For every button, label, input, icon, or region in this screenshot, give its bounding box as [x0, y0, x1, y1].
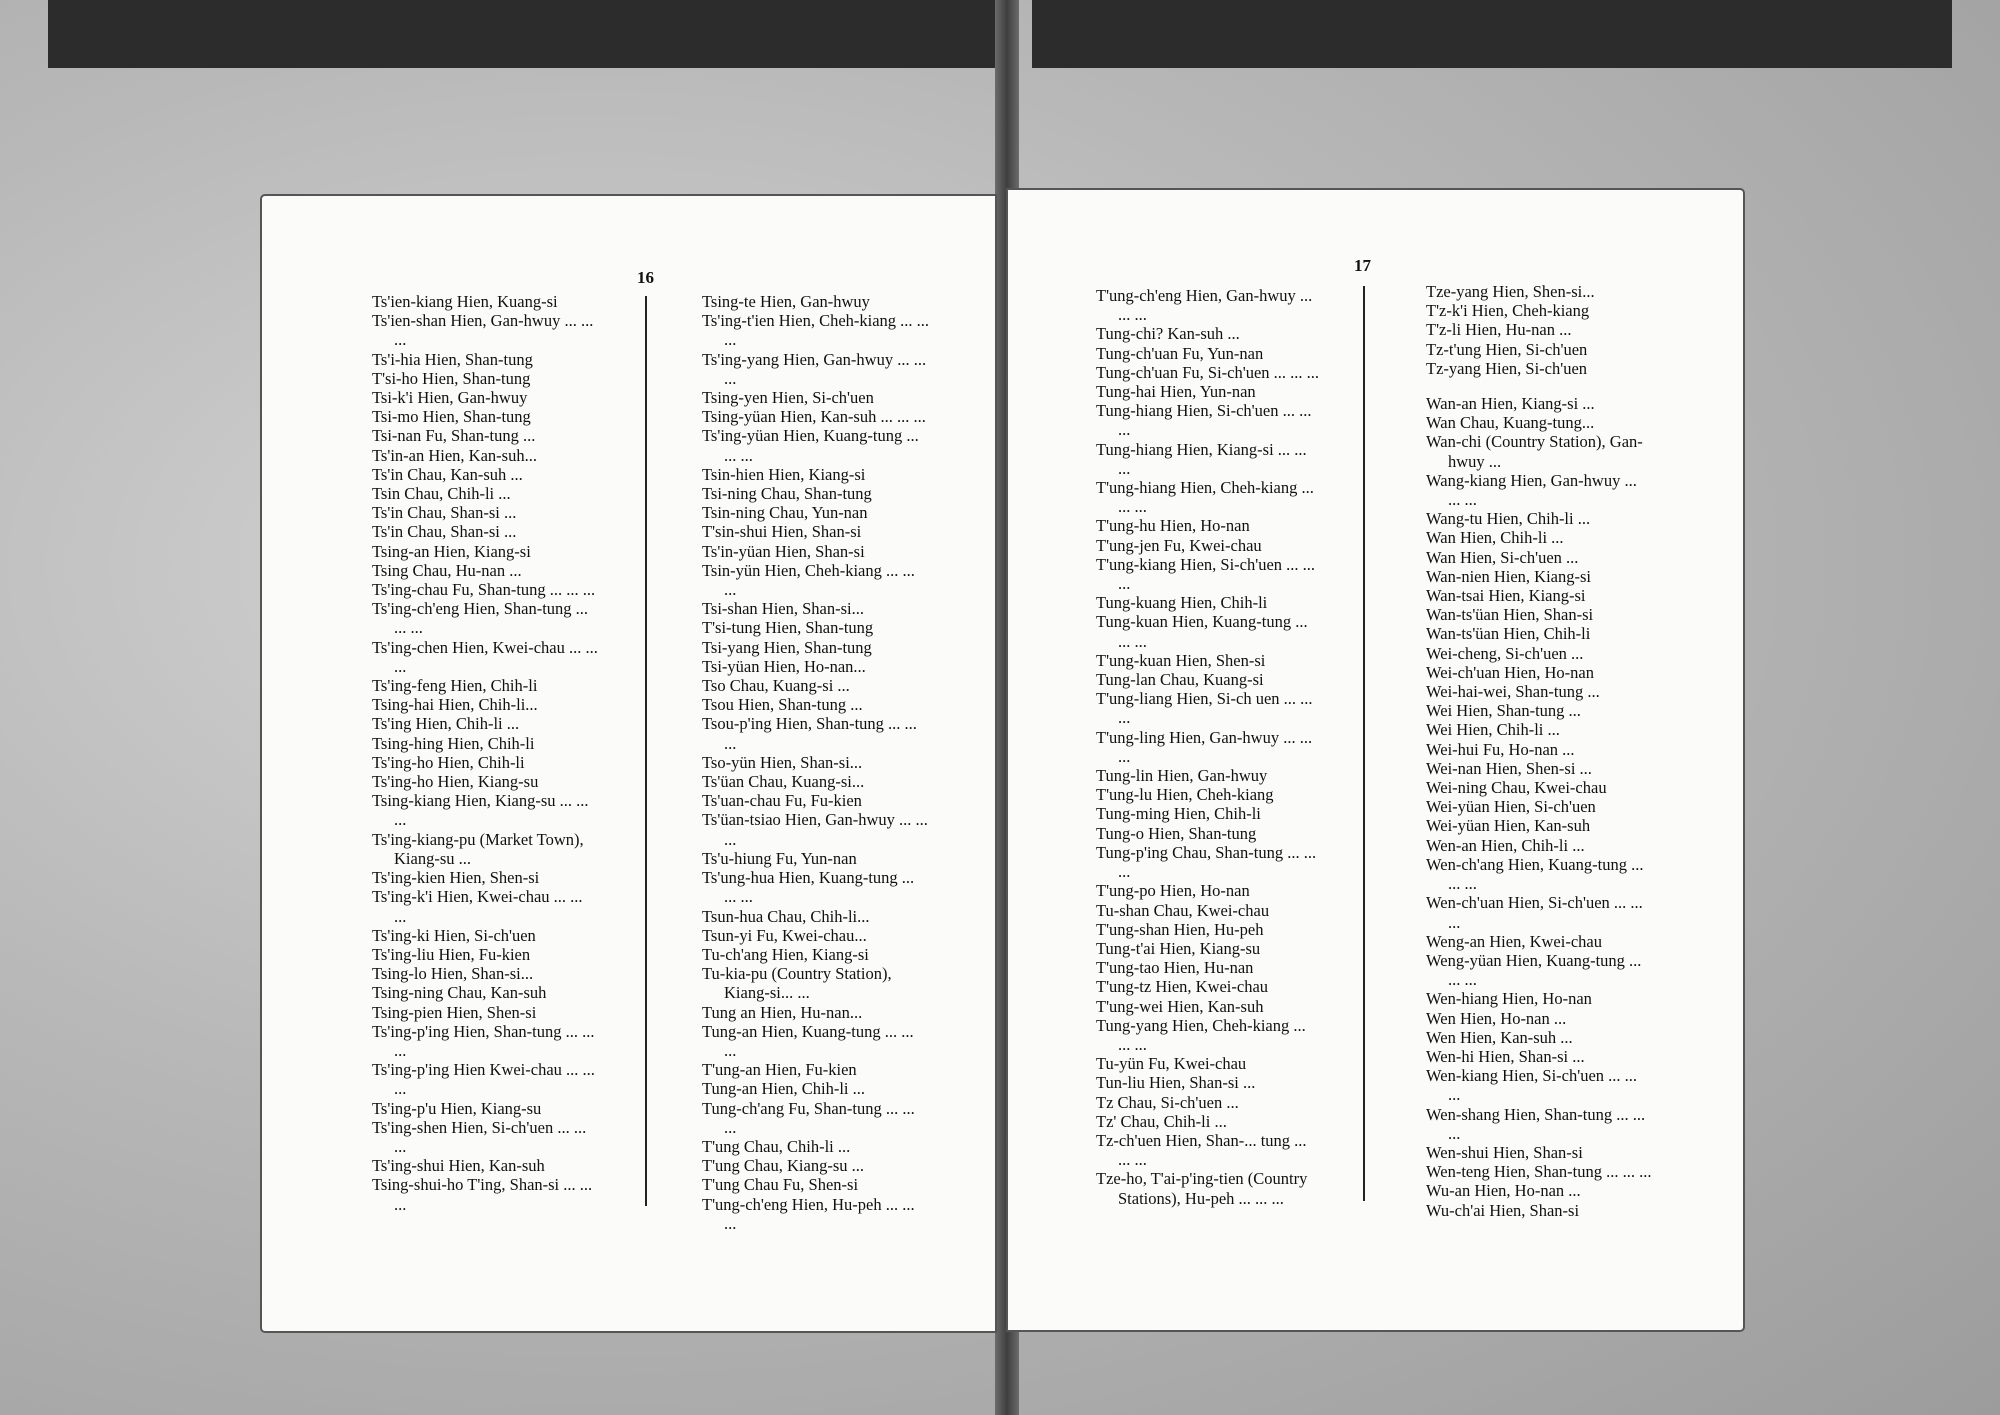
index-entry: Ts'üan Chau, Kuang-si... [702, 772, 865, 792]
index-entry: Ts'ing Hien, Chih-li ... [372, 714, 520, 734]
index-entry: Wan-ts'üan Hien, Shan-si [1426, 605, 1594, 625]
index-entry: Tsi-mo Hien, Shan-tung [372, 407, 531, 427]
index-entry: Wen-an Hien, Chih-li ... [1426, 835, 1585, 855]
page-number-left: 16 [637, 268, 654, 287]
index-entry: T'ung-tao Hien, Hu-nan [1096, 958, 1254, 978]
index-entry: Tung-hiang Hien, Kiang-si ... ... ... [1096, 439, 1311, 478]
index-entry: Wen-kiang Hien, Si-ch'uen ... ... ... [1426, 1066, 1642, 1105]
page-number-right: 17 [1354, 256, 1371, 275]
index-entry: Tsou-p'ing Hien, Shan-tung ... ... ... [702, 714, 922, 753]
index-entry: Ts'ing-chen Hien, Kwei-chau ... ... ... [372, 637, 603, 676]
index-entry: Wen Hien, Ho-nan ... [1426, 1008, 1567, 1028]
index-entry: T'sin-shui Hien, Shan-si [702, 522, 862, 542]
index-entry: Wen-hi Hien, Shan-si ... [1426, 1046, 1585, 1066]
index-entry: Wu-an Hien, Ho-nan ... [1426, 1181, 1581, 1201]
index-entry: T'z-k'i Hien, Cheh-kiang [1426, 301, 1590, 321]
index-entry: Tsing Chau, Hu-nan ... [372, 560, 522, 580]
index-entry: Ts'ing-t'ien Hien, Cheh-kiang ... ... ... [702, 311, 934, 350]
index-entry: Tsun-yi Fu, Kwei-chau... [702, 925, 867, 945]
index-entry: Wan-chi (Country Station), Gan-hwuy ... [1426, 432, 1643, 471]
index-entry: T'ung-ling Hien, Gan-hwuy ... ... ... [1096, 727, 1317, 766]
index-entry: Tz-ch'uen Hien, Shan-... tung ... ... ... [1096, 1130, 1311, 1170]
index-entry: Wan-ts'üan Hien, Chih-li [1426, 624, 1591, 644]
index-entry: Tz-yang Hien, Si-ch'uen [1426, 358, 1588, 378]
index-entry: Ts'ing-chau Fu, Shan-tung ... ... ... [372, 580, 596, 600]
index-entry: Tung-ch'ang Fu, Shan-tung ... ... ... [702, 1098, 919, 1137]
index-entry: T'z-li Hien, Hu-nan ... [1426, 320, 1572, 340]
index-entry: Tsing-hai Hien, Chih-li... [372, 695, 538, 715]
index-column-left-1 [372, 292, 603, 1214]
index-entry: Tun-liu Hien, Shan-si ... [1096, 1073, 1256, 1093]
index-entry: Ts'ing-p'ing Hien, Shan-tung ... ... ... [372, 1021, 599, 1060]
index-entry: T'ung-shan Hien, Hu-peh [1096, 919, 1264, 939]
index-entry: Ts'ing-feng Hien, Chih-li [372, 676, 538, 696]
section-gap [1426, 378, 1652, 394]
index-entry: Wei-hai-wei, Shan-tung ... [1426, 682, 1600, 702]
index-entry: Tung-hai Hien, Yun-nan [1096, 382, 1256, 402]
index-entry: T'ung-wei Hien, Kan-suh [1096, 996, 1264, 1016]
index-entry: Ts'ing-ho Hien, Kiang-su [372, 772, 539, 792]
index-entry: Tze-ho, T'ai-p'ing-tien (Country Stations), Hu-peh ... ... ... [1096, 1169, 1312, 1208]
index-entry: Tsing-an Hien, Kiang-si [372, 541, 531, 561]
index-entry: Wei-ch'uan Hien, Ho-nan [1426, 662, 1594, 682]
index-entry: Tung-o Hien, Shan-tung [1096, 823, 1257, 843]
index-entry: Wen-shui Hien, Shan-si [1426, 1142, 1583, 1162]
index-entry: Ts'uan-chau Fu, Fu-kien [702, 791, 862, 811]
index-entry: T'ung Chau Fu, Shen-si [702, 1175, 859, 1195]
index-entry: Ts'u-hiung Fu, Yun-nan [702, 848, 857, 868]
index-entry: Tu-ch'ang Hien, Kiang-si [702, 944, 869, 964]
index-entry: Tsin-ning Chau, Yun-nan [702, 503, 868, 523]
index-entry: Wen-ch'uan Hien, Si-ch'uen ... ... ... [1426, 893, 1647, 932]
page-left [262, 196, 995, 1331]
index-entry: Tung-chi? Kan-suh ... [1096, 324, 1240, 344]
index-entry: Ts'in Chau, Shan-si ... [372, 503, 517, 523]
index-entry: Tsin-hien Hien, Kiang-si [702, 464, 866, 484]
index-entry: Tung-t'ai Hien, Kiang-su [1096, 938, 1261, 958]
index-column-right-2 [1426, 282, 1652, 1220]
index-entry: Tsing-lo Hien, Shan-si... [372, 964, 534, 984]
index-entry: Wu-ch'ai Hien, Shan-si [1426, 1200, 1580, 1220]
index-entry: Ts'in Chau, Kan-suh ... [372, 464, 523, 484]
index-entry: Tung-yang Hien, Cheh-kiang ... ... ... [1096, 1015, 1310, 1054]
index-entry: Ts'ing-kiang-pu (Market Town), Kiang-su ... [372, 829, 588, 868]
index-entry: Ts'ing-liu Hien, Fu-kien [372, 944, 531, 964]
index-entry: Tung-kuan Hien, Kuang-tung ... ... ... [1096, 612, 1312, 651]
index-entry: Ts'i-hia Hien, Shan-tung [372, 349, 533, 369]
index-entry: Wei-yüan Hien, Si-ch'uen [1426, 797, 1596, 817]
index-entry: Wen Hien, Kan-suh ... [1426, 1027, 1573, 1047]
index-entry: Ts'üan-tsiao Hien, Gan-hwuy ... ... ... [702, 810, 933, 849]
index-entry: Wei-yüan Hien, Kan-suh [1426, 816, 1591, 836]
index-entry: Ts'ien-kiang Hien, Kuang-si [372, 292, 558, 311]
index-entry: T'ung-kuan Hien, Shen-si [1096, 650, 1266, 670]
index-entry: Tsing-pien Hien, Shen-si [372, 1002, 537, 1022]
index-entry: Wen-hiang Hien, Ho-nan [1426, 989, 1592, 1009]
index-entry: T'si-ho Hien, Shan-tung [372, 368, 531, 388]
index-entry: Wei-hui Fu, Ho-nan ... [1426, 739, 1575, 759]
index-entry: Tze-yang Hien, Shen-si... [1426, 282, 1595, 301]
index-entry: Wan Hien, Chih-li ... [1426, 528, 1564, 548]
index-entry: Ts'ing-k'i Hien, Kwei-chau ... ... ... [372, 887, 587, 926]
index-entry: Wei-cheng, Si-ch'uen ... [1426, 643, 1584, 663]
index-entry: Tso-yün Hien, Shan-si... [702, 752, 863, 772]
index-entry: Tsing-yüan Hien, Kan-suh ... ... ... [702, 407, 926, 427]
index-entry: Wen-teng Hien, Shan-tung ... ... ... [1426, 1162, 1652, 1182]
index-entry: Ts'ing-p'u Hien, Kiang-su [372, 1098, 542, 1118]
index-entry: Tung an Hien, Hu-nan... [702, 1002, 863, 1022]
index-entry: T'ung-jen Fu, Kwei-chau [1096, 535, 1262, 555]
index-entry: T'ung-ch'eng Hien, Hu-peh ... ... ... [702, 1194, 919, 1233]
index-entry: Wei Hien, Chih-li ... [1426, 720, 1560, 740]
index-entry: Tz Chau, Si-ch'uen ... [1096, 1092, 1239, 1112]
index-entry: Tsou Hien, Shan-tung ... [702, 695, 863, 715]
index-column-right-1 [1096, 286, 1322, 1208]
index-entry: Tung-lin Hien, Gan-hwuy [1096, 766, 1268, 786]
index-entry: Tz' Chau, Chih-li ... [1096, 1111, 1227, 1131]
column-rule-left [645, 296, 647, 1206]
index-entry: Tung-an Hien, Chih-li ... [702, 1079, 866, 1099]
index-entry: T'si-tung Hien, Shan-tung [702, 618, 874, 638]
index-entry: Ts'ing-yüan Hien, Kuang-tung ... ... ... [702, 426, 923, 465]
index-entry: Tung-kuang Hien, Chih-li [1096, 593, 1268, 613]
index-entry: Tsin Chau, Chih-li ... [372, 484, 511, 504]
index-entry: Ts'ien-shan Hien, Gan-hwuy ... ... ... [372, 311, 598, 350]
index-entry: Wang-kiang Hien, Gan-hwuy ... ... ... [1426, 470, 1641, 510]
index-entry: Wan Chau, Kuang-tung... [1426, 413, 1595, 433]
index-entry: T'ung Chau, Chih-li ... [702, 1136, 851, 1156]
index-entry: Tung-an Hien, Kuang-tung ... ... ... [702, 1021, 918, 1060]
index-entry: Tung-ch'uan Fu, Yun-nan [1096, 343, 1264, 363]
index-entry: Ts'ing-ch'eng Hien, Shan-tung ... ... ... [372, 599, 593, 638]
index-entry: Tsing-kiang Hien, Kiang-su ... ... ... [372, 791, 593, 830]
index-entry: Tu-shan Chau, Kwei-chau [1096, 900, 1270, 920]
index-entry: Weng-yüan Hien, Kuang-tung ... ... ... [1426, 950, 1646, 990]
index-entry: T'ung-liang Hien, Si-ch uen ... ... ... [1096, 689, 1317, 728]
index-entry: Wan-nien Hien, Kiang-si [1426, 566, 1591, 586]
index-entry: Wei-nan Hien, Shen-si ... [1426, 758, 1592, 778]
index-entry: Ts'ing-p'ing Hien Kwei-chau ... ... ... [372, 1060, 600, 1099]
index-entry: T'ung-po Hien, Ho-nan [1096, 881, 1250, 901]
index-entry: Tsi-k'i Hien, Gan-hwuy [372, 388, 528, 408]
index-entry: Tu-kia-pu (Country Station), Kiang-si... ... [702, 964, 896, 1003]
index-entry: T'ung-tz Hien, Kwei-chau [1096, 977, 1269, 997]
index-entry: Wan-an Hien, Kiang-si ... [1426, 394, 1595, 414]
index-entry: Ts'ing-shui Hien, Kan-suh [372, 1156, 545, 1176]
index-entry: Tsing-te Hien, Gan-hwuy [702, 292, 870, 311]
index-entry: Tung-lan Chau, Kuang-si [1096, 670, 1264, 690]
index-entry: Tsing-shui-ho T'ing, Shan-si ... ... ... [372, 1175, 597, 1214]
index-entry: Wen-shang Hien, Shan-tung ... ... ... [1426, 1104, 1650, 1143]
index-entry: Tung-hiang Hien, Si-ch'uen ... ... ... [1096, 401, 1316, 440]
index-entry: Wan Hien, Si-ch'uen ... [1426, 547, 1579, 567]
index-entry: Ts'ing-kien Hien, Shen-si [372, 868, 540, 888]
index-entry: Tz-t'ung Hien, Si-ch'uen [1426, 339, 1588, 359]
index-entry: Tsing-yen Hien, Si-ch'uen [702, 388, 874, 408]
index-entry: T'ung-kiang Hien, Si-ch'uen ... ... ... [1096, 554, 1320, 594]
scanner-edge-right [1032, 0, 1952, 68]
index-entry: Wen-ch'ang Hien, Kuang-tung ... ... ... [1426, 854, 1648, 894]
index-entry: Tsing-ning Chau, Kan-suh [372, 983, 547, 1003]
index-entry: T'ung-hu Hien, Ho-nan [1096, 516, 1250, 536]
index-entry: T'ung-ch'eng Hien, Gan-hwuy ... ... ... [1096, 286, 1317, 325]
index-entry: Tung-ch'uan Fu, Si-ch'uen ... ... ... [1096, 362, 1320, 382]
index-entry: Tso Chau, Kuang-si ... [702, 676, 850, 696]
index-entry: Ts'ing-ki Hien, Si-ch'uen [372, 925, 536, 945]
index-entry: Wang-tu Hien, Chih-li ... [1426, 509, 1591, 529]
index-entry: Tsi-nan Fu, Shan-tung ... [372, 426, 536, 446]
index-entry: T'ung-an Hien, Fu-kien [702, 1060, 857, 1080]
index-entry: Tsi-yang Hien, Shan-tung [702, 637, 872, 657]
index-entry: Ts'ung-hua Hien, Kuang-tung ... ... ... [702, 868, 919, 907]
index-entry: T'ung Chau, Kiang-su ... [702, 1156, 864, 1176]
index-entry: T'ung-hiang Hien, Cheh-kiang ... ... ... [1096, 478, 1319, 517]
index-entry: Tsun-hua Chau, Chih-li... [702, 906, 870, 926]
index-entry: Ts'ing-ho Hien, Chih-li [372, 752, 525, 772]
index-entry: Ts'in Chau, Shan-si ... [372, 522, 517, 542]
index-entry: Weng-an Hien, Kwei-chau [1426, 931, 1602, 951]
index-entry: Tsi-ning Chau, Shan-tung [702, 484, 872, 504]
index-entry: Tsin-yün Hien, Cheh-kiang ... ... ... [702, 560, 919, 600]
index-entry: Tsi-yüan Hien, Ho-nan... [702, 656, 866, 676]
index-entry: Tsing-hing Hien, Chih-li [372, 733, 535, 753]
page-right [1008, 190, 1743, 1330]
index-column-left-2 [702, 292, 934, 1233]
index-entry: Tung-ming Hien, Chih-li [1096, 804, 1261, 824]
index-entry: Wei Hien, Shan-tung ... [1426, 701, 1581, 721]
index-entry: Wei-ning Chau, Kwei-chau [1426, 778, 1607, 798]
index-entry: Ts'ing-yang Hien, Gan-hwuy ... ... ... [702, 349, 931, 388]
column-rule-right [1363, 286, 1365, 1201]
index-entry: Tung-p'ing Chau, Shan-tung ... ... ... [1096, 842, 1321, 882]
index-entry: Tu-yün Fu, Kwei-chau [1096, 1054, 1247, 1074]
scanner-edge-left [48, 0, 1008, 68]
index-entry: Ts'in-an Hien, Kan-suh... [372, 445, 537, 465]
index-entry: Wan-tsai Hien, Kiang-si [1426, 586, 1586, 606]
index-entry: Tsi-shan Hien, Shan-si... [702, 599, 864, 619]
index-entry: Ts'ing-shen Hien, Si-ch'uen ... ... ... [372, 1117, 591, 1156]
index-entry: Ts'in-yüan Hien, Shan-si [702, 541, 865, 561]
index-entry: T'ung-lu Hien, Cheh-kiang [1096, 785, 1274, 805]
